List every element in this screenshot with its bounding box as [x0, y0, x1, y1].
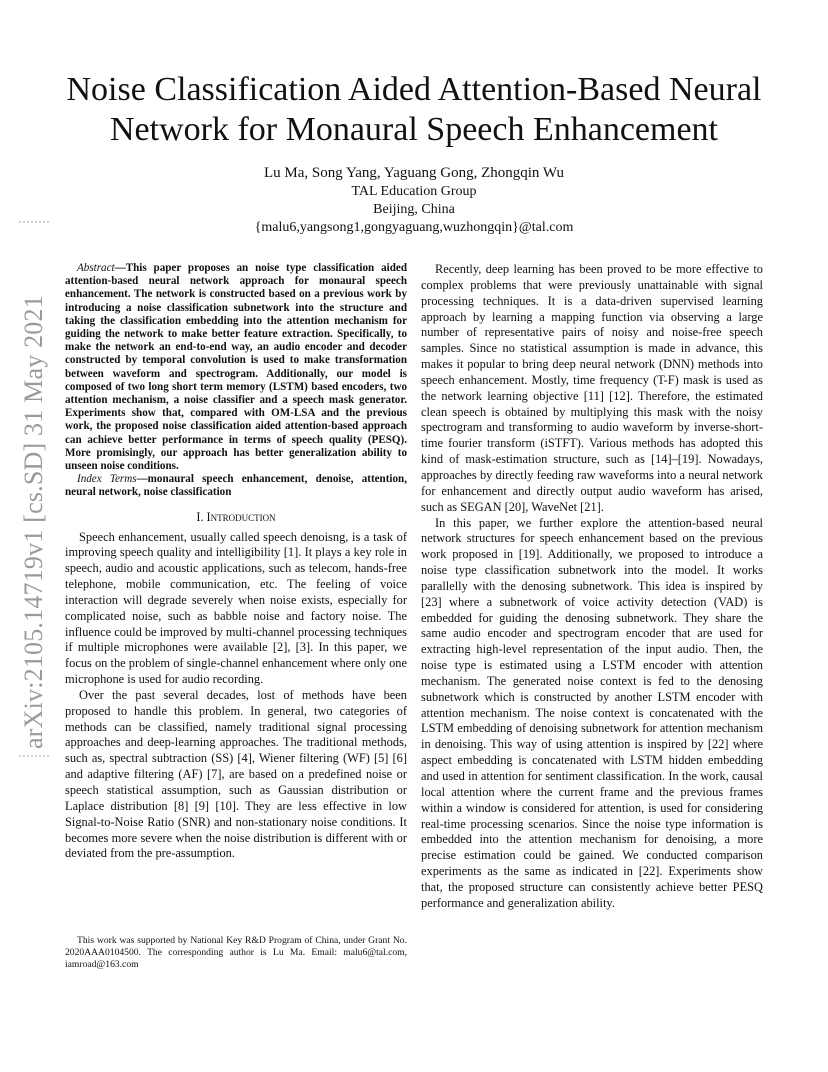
index-terms-text: —monaural speech enhancement, denoise, attention, neural network, noise classification [65, 473, 407, 499]
right-column [421, 262, 763, 912]
arxiv-stamp: arXiv:2105.14719v1 [cs.SD] 31 May 2021 [19, 221, 49, 757]
author-location: Beijing, China [373, 202, 455, 217]
footnote [65, 935, 407, 971]
left-column [65, 262, 407, 862]
author-names: Lu Ma, Song Yang, Yaguang Gong, Zhongqin Wu [264, 165, 564, 181]
right-paragraph-1: Recently, deep learning has been proved to be more effective to complex problems that were previously unattainable with signal processing techniques. It is a data-driven supervised learning approach by learning a mapping function via observing a large number of representative pairs of noisy and noise-free speech samples. Since no statistical assumption is made in advance, this makes it popular to bring deep neural network (DNN) methods into speech enhancement. Mostly, time frequency (T-F) mask is used as the network learning objective [11] [12]. Therefore, the estimated clean speech is obtained by multiplying this mask with the noisy spectrogram and transforming to audio waveform by inverse-short-time fourier transform (iSTFT). Various methods has adopted this kind of mask-estimation structure, such as [14]–[19]. Nowadays, approaches by directly feeding raw waveforms into a neural network for enhancement and directly output audio waveform has arised, such as SEGAN [20], WaveNet [21]. [421, 262, 763, 514]
index-terms [65, 473, 407, 499]
author-email: {malu6,yangsong1,gongyaguang,wuzhongqin}@tal.com [254, 220, 574, 235]
abstract-text: —This paper proposes an noise type classification aided attention-based neural network approach for monaural speech enhancement. The network is constructed based on a previous work by introducing a noise classification subnetwork into the structure and taking the classification embedding into the attention mechanism for guiding the network to make better feature extraction. Specifically, to make the network an end-to-end way, an audio encoder and decoder constructed by temporal convolution is used to make transformation between waveform and spectrogram. Additionally, our model is composed of two long short term memory (LSTM) based encoders, two attention mechanism, a noise classifier and a speech mask generator. Experiments show that, compared with OM-LSA and the previous work, the proposed noise classification aided attention-based approach can achieve better performance in terms of speech quality (PESQ). More promisingly, our approach has better generalization ability to unseen noise conditions. [65, 262, 407, 473]
index-terms-label: Index Terms [77, 473, 137, 486]
title-line-2: Network for Monaural Speech Enhancement [110, 111, 718, 148]
footnote-text: This work was supported by National Key R&D Program of China, under Grant No. 2020AAA0104500. The corresponding author is Lu Ma. Email: malu6@tal.com, iamroad@163.com [65, 935, 407, 970]
right-paragraph-2: In this paper, we further explore the attention-based neural network structures for speech enhancement based on the previous work proposed in [19]. Additionally, we proposed to introduce a noise type classification subnetwork into the model. It works parallelly with the denosing subnetwork. This idea is inspired by [23] where a subnetwork of voice activity detection (VAD) is embedded for guiding the denosing subnetwork. They share the same audio encoder and spectrogram encoder that are used for extracting high-level representation of the input audio. Then, the noise type is estimated using a LSTM encoder with attention mechanism. The generated noise context is fed to the denosing subnetwork which is constructed by another LSTM encoder with attention mechanism. The noise context is concatenated with the LSTM embedding of denoising subnetwork for attention mechanism in denoising. This way of using attention is inspired by [22] where aspect embedding is concatenated with LSTM hidden embedding and used in attention for sentiment classification. In the work, causal local attention where the current frame and the previous frames within a window is considered for attention, is used for considering real-time processing scenarios. Since the noise type information is embedded into the attention mechanism for denoising, a more precise estimation could be gained. We conducted comparison experiments as the same as indicated in [22]. Experiments show that, the proposed structure can consistently achieve better PESQ performance and generalization ability. [421, 515, 763, 910]
abstract [65, 262, 407, 473]
abstract-label: Abstract [77, 262, 115, 274]
title-line-1: Noise Classification Aided Attention-Based Neural [66, 71, 762, 108]
author-block [0, 163, 828, 237]
paper-title [40, 70, 788, 150]
left-paragraph-1: Speech enhancement, usually called speech denoisng, is a task of improving speech quality and intelligibility [1]. It plays a key role in speech, audio and acoustic applications, such as telecom, hands-free telephone, mobile communication, etc. The feeling of voice interaction will degrade severely when noise exists, especially for complicated noise, such as babble noise and factory noise. The influence could be improved by multi-channel processing techniques if multiple microphones were available [2], [3]. In this paper, we focus on the problem of single-channel enhancement where only one microphone is used for audio recording. [65, 529, 407, 687]
section-heading: I. Introduction [196, 509, 276, 524]
author-affiliation: TAL Education Group [351, 184, 477, 199]
left-paragraph-2: Over the past several decades, lost of methods have been proposed to handle this problem. In general, two categories of methods can be classified, namely traditional signal processing approaches and deep-learning approaches. The traditional methods, such as, spectral subtraction (SS) [4], Wiener filtering (WF) [5] [6] and adaptive filtering (AF) [7], are based on a predefined noise or speech statistical assumption, such as Gaussian distribution or Laplace distribution [8] [9] [10]. They are less effective in low Signal-to-Noise Ratio (SNR) and non-stationary noise conditions. It becomes more severe when the noise distribution is different with or deviated from the pre-assumption. [65, 687, 407, 861]
